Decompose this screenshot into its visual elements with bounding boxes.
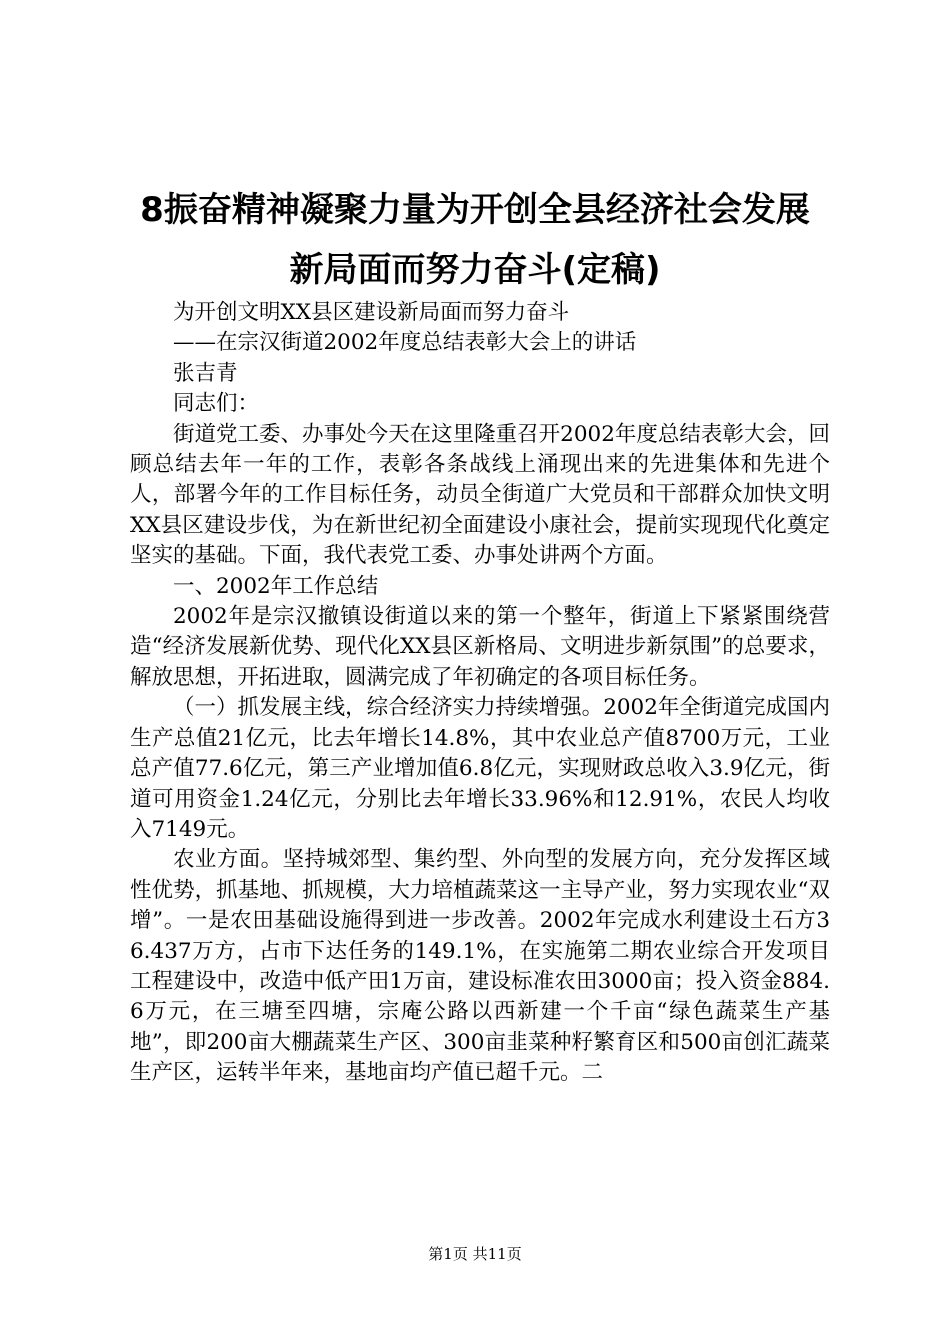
body-paragraph: （一）抓发展主线，综合经济实力持续增强。2002年全街道完成国内生产总值21亿元，比去年增长14.8%，其中农业总产值8700万元，工业总产值77.6亿元，第三产业增加值6.8亿元，实现财政总收入3.9亿元，街道可用资金1.24亿元，分别比去年增长33.96%和12.91%，农民人均收入7149元。 [130, 695, 830, 842]
speech-title: 为开创文明XX县区建设新局面而努力奋斗 [173, 300, 570, 325]
body-paragraph: 街道党工委、办事处今天在这里隆重召开2002年度总结表彰大会，回顾总结去年一年的工作，表彰各条战线上涌现出来的先进集体和先进个人，部署今年的工作目标任务，动员全街道广大党员和干部群众加快文明XX县区建设步伐，为在新世纪初全面建设小康社会，提前实现现代化奠定坚实的基础。下面，我代表党工委、办事处讲两个方面。 [130, 421, 830, 569]
body-paragraph: 农业方面。坚持城郊型、集约型、外向型的发展方向，充分发挥区域性优势，抓基地、抓规模，大力培植蔬菜这一主导产业，努力实现农业“双增”。一是农田基础设施得到进一步改善。2002年完成水利建设土石方36.437万方，占市下达任务的149.1%，在实施第二期农业综合开发项目工程建设中，改造中低产田1万亩，建设标准农田3000亩；投入资金884.6万元，在三塘至四塘，宗庵公路以西新建一个千亩“绿色蔬菜生产基地”，即200亩大棚蔬菜生产区、300亩韭菜种籽繁育区和500亩创汇蔬菜生产区，运转半年来，基地亩均产值已超千元。二 [130, 847, 830, 1086]
speech-subtitle: ——在宗汉街道2002年度总结表彰大会上的讲话 [173, 330, 637, 356]
document-title-line-1: 8振奋精神凝聚力量为开创全县经济社会发展 [140, 190, 810, 230]
document-title-line-2: 新局面而努力奋斗(定稿) [289, 250, 661, 290]
speaker-name: 张吉青 [173, 360, 238, 386]
salutation: 同志们： [173, 391, 260, 417]
page-footer: 第1页 共11页 [428, 1245, 522, 1263]
document-body [130, 298, 830, 1089]
body-paragraph: 2002年是宗汉撤镇设街道以来的第一个整年，街道上下紧紧围绕营造“经济发展新优势、现代化XX县区新格局、文明进步新氛围”的总要求，解放思想，开拓进取，圆满完成了年初确定的各项目标任务。 [130, 604, 830, 690]
section-heading: 一、2002年工作总结 [173, 573, 379, 599]
